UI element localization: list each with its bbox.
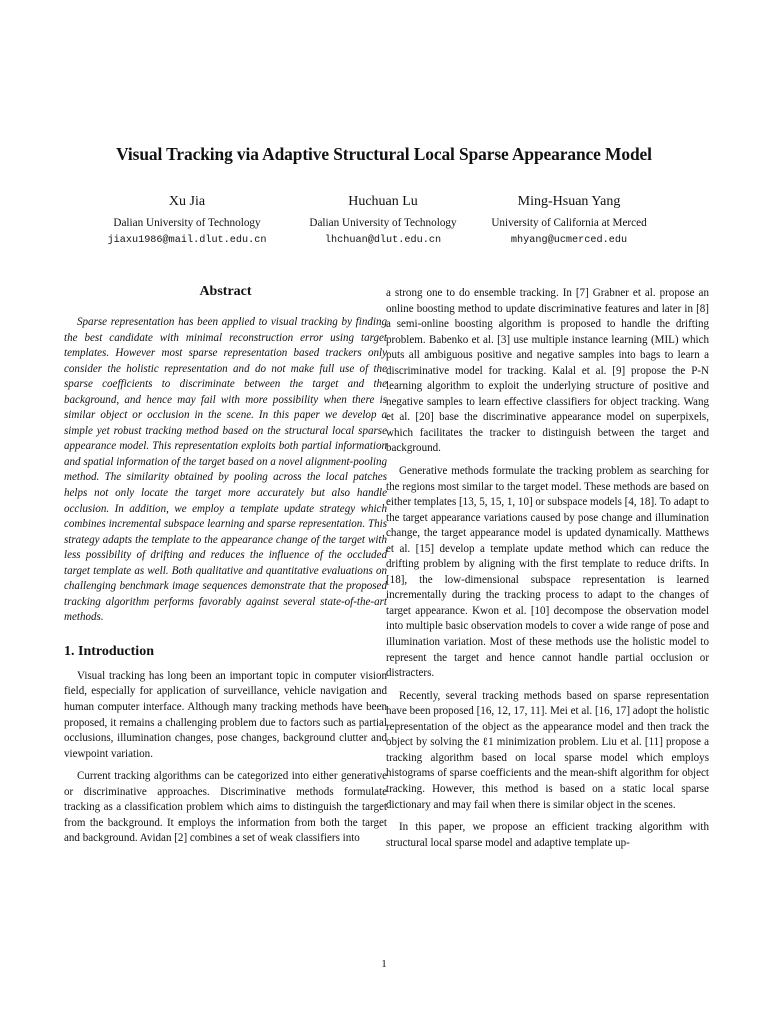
body-paragraph: Recently, several tracking methods based on sparse representation have been proposed [16, 12, 17, 11]. Mei et al. [16, 17] adopt the holistic representation of the object as the appearance model and then track the object by solving the ℓ1 minimization problem. Liu et al. [11] propose a tracking algorithm based on local sparse model which employs histograms of sparse coefficients and the mean-shift algorithm for object tracking. However, this method is based on a static local sparse dictionary and may fail when there is similar object in the scenes. [386,689,709,811]
author-name: Huchuan Lu [348,194,418,209]
author-email: lhchuan@dlut.edu.cn [324,235,442,246]
body-paragraph: Generative methods formulate the tracking problem as searching for the regions most similar to the target model. These methods are based on either templates [13, 5, 15, 1, 10] or subspace models [4, 18]. To adapt to the target appearance variations caused by pose change and illumination change, the target appearance model is updated dynamically. Matthews et al. [15] develop a template update method which can reduce the drifting problem by aligning with the first template to reduce drifts. In [18], the low-dimensional subspace representation is learned incrementally during the tracking process to adapt to the changes of target appearance. Kwon et al. [10] decompose the observation model into multiple basic observation models to cover a wide range of pose and illumination variation. Most of these methods use the holistic model to represent the target and hence cannot handle partial occlusion or distracters. [386,465,709,680]
intro-paragraph: Current tracking algorithms can be categorized into either generative or discriminative approaches. Discriminative methods formulate tracking as a classification problem which aims to distinguish the target from the background. It employs the information from both the target and background. Avidan [2] combines a set of weak classifiers into [64,770,387,845]
left-column [64,283,387,847]
body-paragraph: a strong one to do ensemble tracking. In [7] Grabner et al. propose an online boosting method to update discriminative features and later in [8] a semi-online boosting algorithm is proposed to handle the drifting problem. Babenko et al. [3] use multiple instance learning (MIL) which puts all ambiguous positive and negative samples into bags to learn a discriminative model for tracking. Kalal et al. [9] propose the P-N learning algorithm to exploit the underlying structure of positive and negative samples to learn effective classifiers for object tracking. Wang et al. [20] base the discriminative appearance model on superpixels, which facilitates the tracker to distinguish between the target and background. [386,287,709,455]
paper-title: Visual Tracking via Adaptive Structural Local Sparse Appearance Model [116,144,652,164]
introduction-heading: 1. Introduction [64,643,154,659]
intro-paragraph: Visual tracking has long been an important topic in computer vision field, especially for application of surveillance, vehicle navigation and human computer interface. Although many tracking methods have been proposed, it remains a challenging problem due to factors such as partial occlusions, illumination changes, pose changes, background clutter and viewpoint variation. [64,669,387,760]
abstract [64,315,387,626]
author-block-1 [77,193,297,248]
author-affiliation: Dalian University of Technology [309,217,457,229]
author-email: mhyang@ucmerced.edu [510,235,628,246]
author-name: Ming-Hsuan Yang [517,194,621,209]
abstract-heading: Abstract [199,284,252,299]
author-name: Xu Jia [168,194,206,209]
author-block-3 [459,193,679,248]
body-paragraph: In this paper, we propose an efficient tracking algorithm with structural local sparse model and adaptive template up- [386,821,709,849]
author-affiliation: University of California at Merced [491,217,647,229]
author-email: jiaxu1986@mail.dlut.edu.cn [107,235,267,246]
abstract-text: Sparse representation has been applied to visual tracking by finding the best candidate with minimal reconstruction error using target templates. However most sparse representation based trackers only consider the holistic representation and do not make full use of the sparse coefficients to discriminate between the target and the background, and hence may fail with more possibility when there is similar object or occlusion in the scene. In this paper we develop a simple yet robust tracking method based on the structural local sparse appearance model. This representation exploits both partial information and spatial information of the target based on a novel alignment-pooling method. The similarity obtained by pooling across the local patches helps not only locate the target more accurately but also handle occlusion. In addition, we employ a template update strategy which combines incremental subspace learning and sparse representation. This strategy adapts the template to the appearance change of the target with less possibility of drifting and reduces the influence of the occluded target template as well. Both qualitative and quantitative evaluations on challenging benchmark image sequences demonstrate that the proposed tracking algorithm performs favorably against several state-of-the-art methods. [64,316,387,624]
page-number: 1 [381,958,387,970]
author-affiliation: Dalian University of Technology [113,217,261,229]
right-column [386,286,709,851]
